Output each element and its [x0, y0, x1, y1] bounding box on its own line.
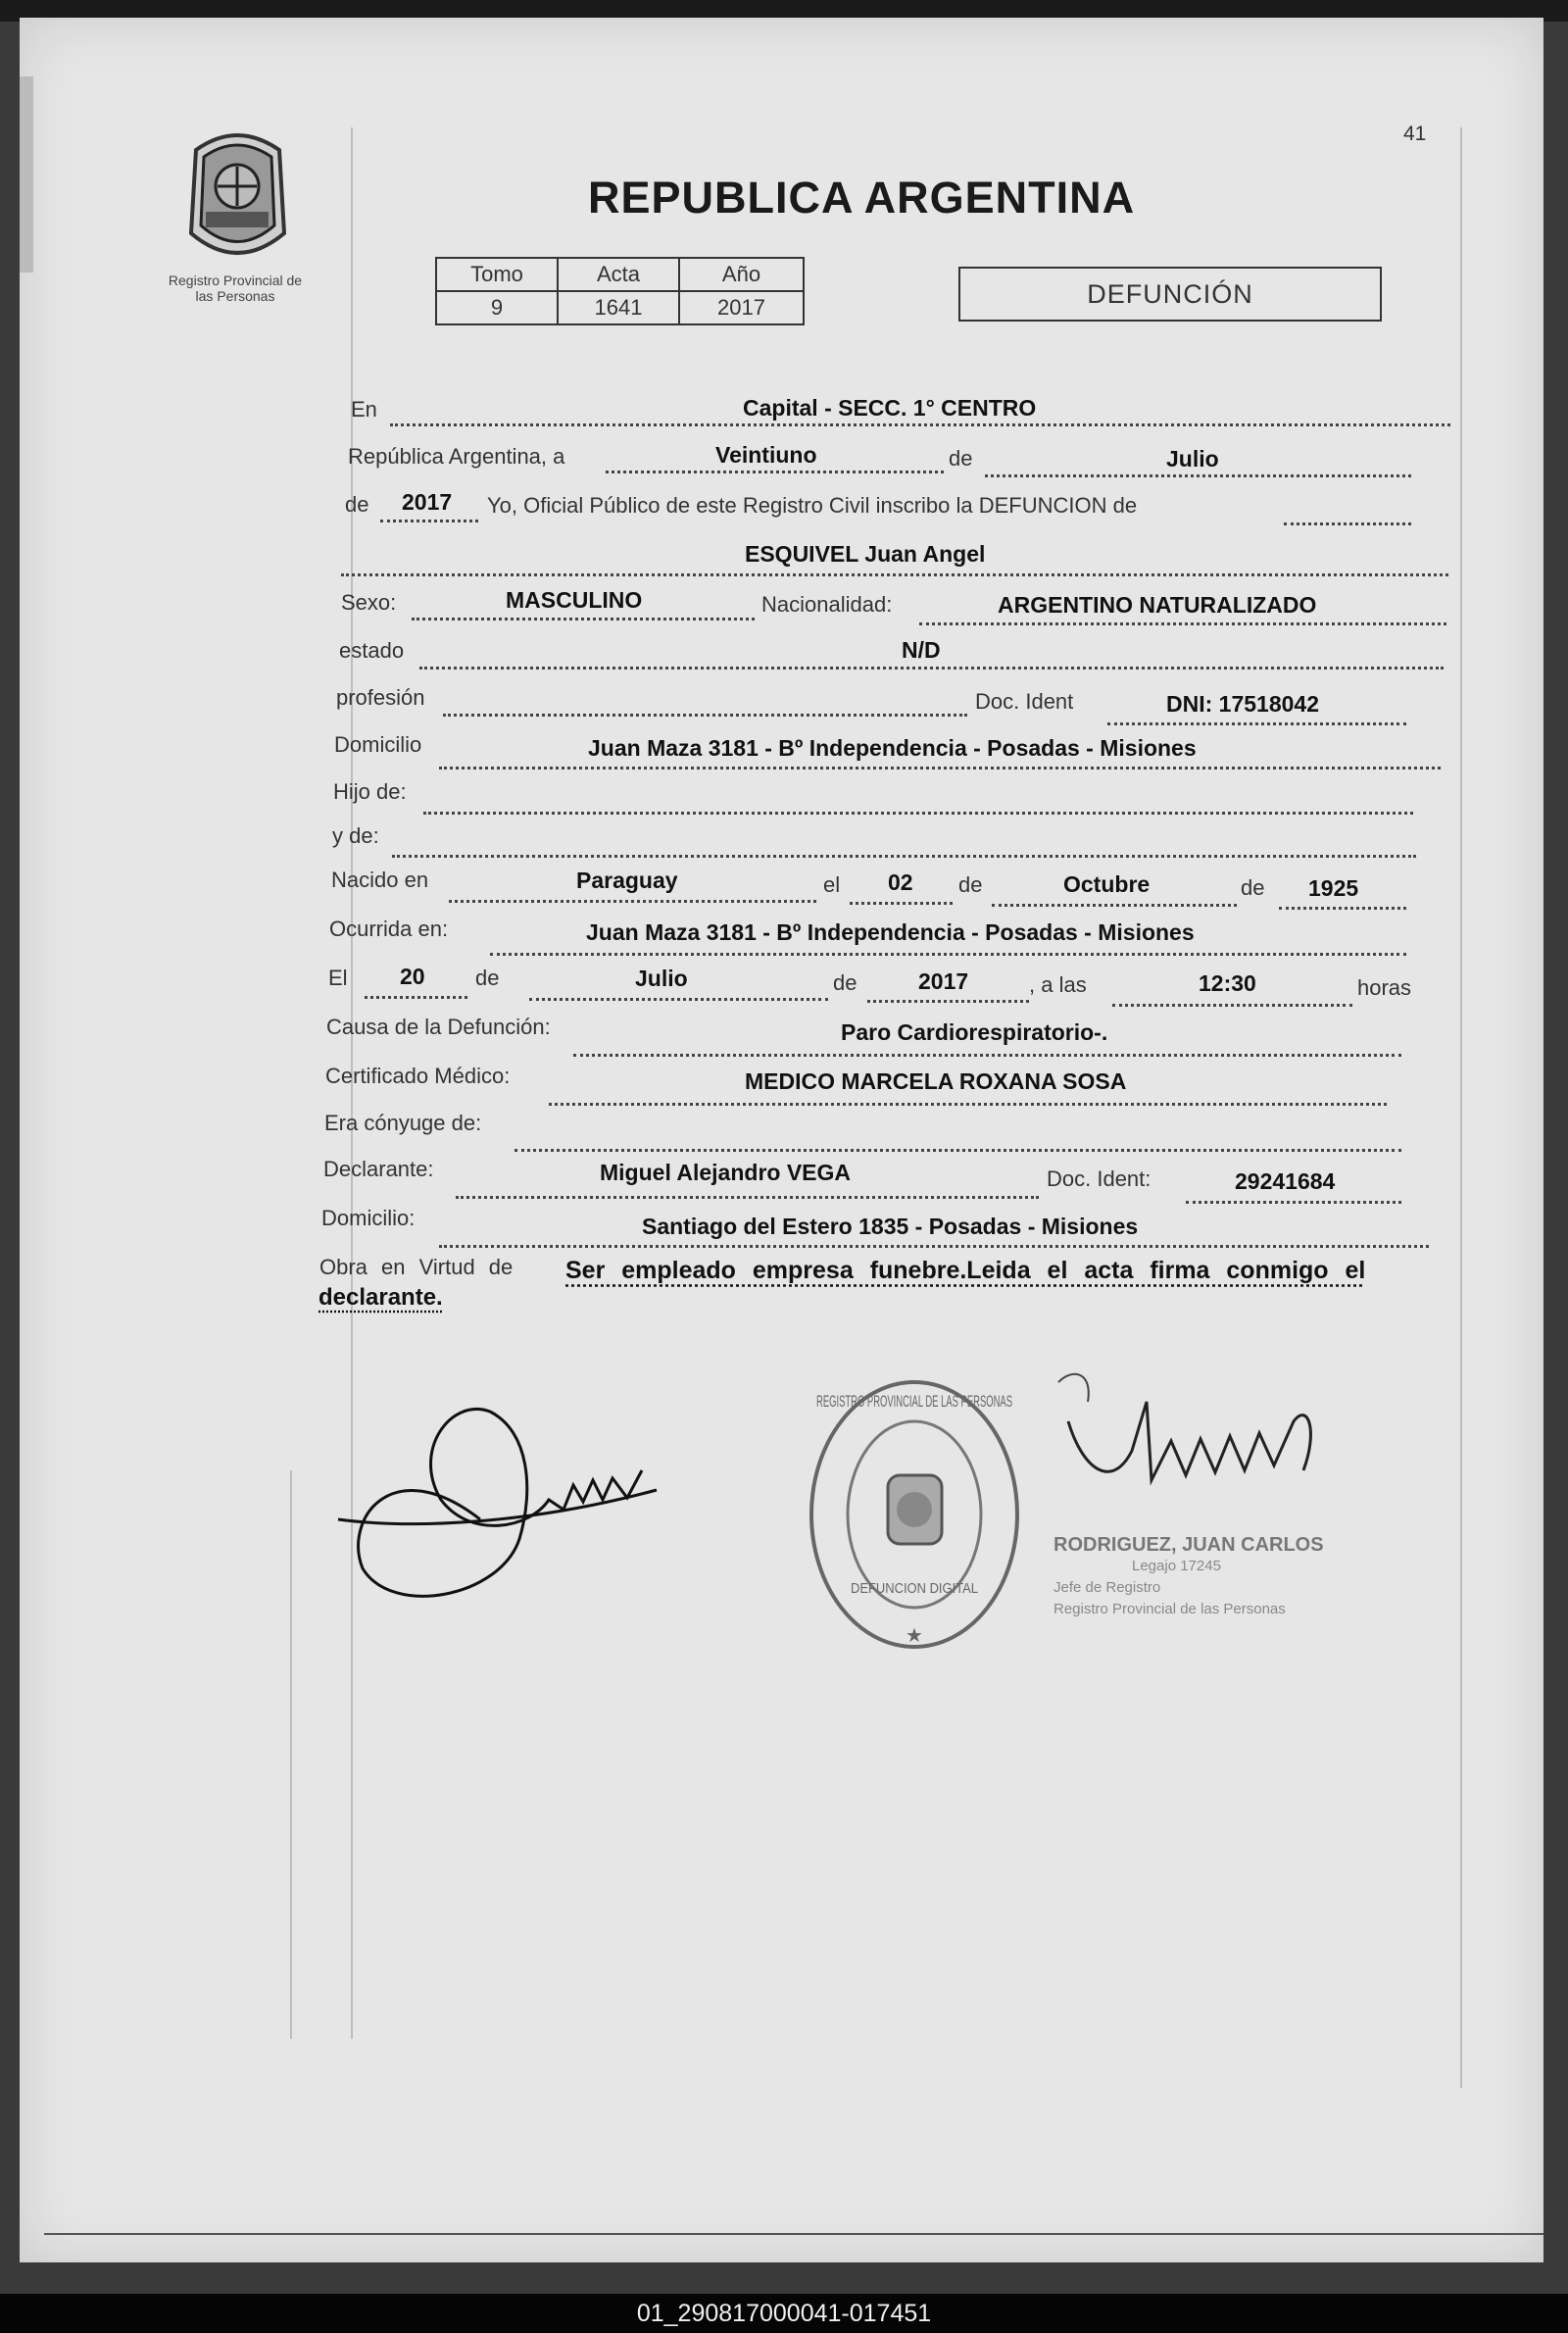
declarante-doc-line — [1186, 1201, 1401, 1204]
nacionalidad-label: Nacionalidad: — [761, 592, 893, 617]
hijo-label: Hijo de: — [333, 779, 407, 804]
declarante-line — [456, 1196, 1039, 1199]
birth-day-line — [850, 902, 953, 905]
nacionalidad-line — [919, 622, 1446, 625]
el2-label: El — [328, 966, 348, 990]
declarante-doc-label: Doc. Ident: — [1047, 1166, 1152, 1191]
stamp-inner-text: DEFUNCION DIGITAL — [851, 1580, 978, 1597]
death-time-line — [1112, 1004, 1352, 1007]
declarant-signature — [333, 1392, 686, 1617]
declarante-dom-line — [439, 1245, 1429, 1248]
en-value: Capital - SECC. 1° CENTRO — [743, 395, 1037, 421]
registry-caption: Registro Provincial de las Personas — [168, 273, 303, 304]
birth-de-label: de — [958, 872, 983, 897]
left-margin-line-2 — [290, 1470, 292, 2039]
page-number: 41 — [1403, 123, 1427, 145]
domicilio-line — [439, 767, 1441, 769]
doc-ident-label: Doc. Ident — [975, 689, 1074, 714]
hijo-line — [423, 812, 1413, 815]
birth-de2-label: de — [1241, 875, 1265, 900]
yde-label: y de: — [332, 823, 379, 848]
table-header-tomo: Tomo — [436, 258, 558, 291]
document-title: REPUBLICA ARGENTINA — [588, 173, 1136, 223]
ocurrida-label: Ocurrida en: — [329, 917, 449, 941]
table-value-acta: 1641 — [558, 291, 679, 324]
birth-day: 02 — [888, 869, 913, 895]
official-stamp-text — [1054, 1534, 1324, 1620]
official-legajo: Legajo 17245 — [1132, 1558, 1221, 1574]
de-year-label: de — [345, 492, 369, 517]
en-label: En — [351, 397, 377, 422]
death-year-line — [867, 1000, 1029, 1003]
declarante-label: Declarante: — [323, 1157, 434, 1181]
republica-label: República Argentina, a — [348, 444, 565, 469]
certificado-value: MEDICO MARCELA ROXANA SOSA — [745, 1068, 1127, 1094]
province-seal-icon — [176, 125, 299, 273]
yde-line — [392, 855, 1416, 858]
birth-year-line — [1279, 907, 1406, 910]
nacido-value: Paraguay — [576, 868, 678, 893]
death-month: Julio — [635, 966, 688, 991]
table-header-row — [436, 258, 804, 291]
record-reference-table — [435, 257, 805, 325]
birth-month: Octubre — [1063, 871, 1151, 897]
domicilio-value: Juan Maza 3181 - Bº Independencia - Posadas - Misiones — [588, 735, 1197, 761]
nacido-label: Nacido en — [331, 868, 429, 892]
ocurrida-value: Juan Maza 3181 - Bº Independencia - Posadas - Misiones — [586, 919, 1195, 945]
alas-label: , a las — [1029, 972, 1087, 997]
deceased-name: ESQUIVEL Juan Angel — [745, 541, 986, 567]
el-label: el — [823, 872, 841, 897]
death-time: 12:30 — [1199, 970, 1256, 996]
official-role-1: Jefe de Registro — [1054, 1579, 1161, 1596]
domicilio-label: Domicilio — [334, 732, 422, 757]
month-line — [985, 474, 1411, 477]
death-de2-label: de — [833, 970, 858, 995]
registry-logo — [157, 125, 314, 304]
table-value-anio: 2017 — [679, 291, 804, 324]
de-label: de — [949, 446, 973, 471]
doc-ident-value: DNI: 17518042 — [1166, 691, 1319, 717]
yo-text: Yo, Oficial Público de este Registro Civil inscribo la DEFUNCION de — [487, 493, 1138, 518]
horas-label: horas — [1357, 975, 1412, 1000]
sexo-line — [412, 618, 755, 620]
year-value: 2017 — [402, 489, 453, 515]
estado-value: N/D — [902, 637, 941, 663]
table-header-anio: Año — [679, 258, 804, 291]
death-day-line — [365, 996, 467, 999]
table-header-acta: Acta — [558, 258, 679, 291]
day-line — [606, 471, 944, 473]
certificado-label: Certificado Médico: — [325, 1064, 511, 1088]
obra-label: Obra en Virtud de — [319, 1255, 514, 1279]
causa-value: Paro Cardiorespiratorio-. — [841, 1019, 1108, 1045]
month-value: Julio — [1166, 446, 1219, 472]
en-line — [390, 423, 1450, 426]
certificado-line — [549, 1103, 1387, 1106]
name-line — [341, 573, 1448, 576]
death-month-line — [529, 998, 828, 1001]
declarante-value: Miguel Alejandro VEGA — [600, 1160, 852, 1185]
obra-value-2: declarante. — [318, 1284, 443, 1311]
death-de-label: de — [475, 966, 500, 990]
conyuge-line — [514, 1149, 1401, 1152]
nacido-line — [449, 900, 816, 903]
declarante-dom-value: Santiago del Estero 1835 - Posadas - Misiones — [642, 1214, 1139, 1239]
sexo-value: MASCULINO — [506, 587, 643, 613]
birth-month-line — [992, 904, 1237, 907]
official-name: RODRIGUEZ, JUAN CARLOS — [1054, 1534, 1324, 1556]
ocurrida-line — [490, 953, 1406, 956]
right-margin-line — [1460, 127, 1462, 2088]
declarante-dom-label: Domicilio: — [321, 1206, 416, 1230]
conyuge-label: Era cónyuge de: — [324, 1111, 482, 1135]
estado-label: estado — [339, 638, 405, 663]
declarante-doc-value: 29241684 — [1235, 1168, 1336, 1194]
yo-line — [1284, 522, 1411, 525]
table-value-row — [436, 291, 804, 324]
stamp-outer-text: REGISTRO PROVINCIAL DE LAS PERSONAS — [816, 1392, 1012, 1411]
registry-stamp — [802, 1367, 1027, 1662]
certificate-page — [20, 18, 1544, 2262]
record-type-box: DEFUNCIÓN — [958, 267, 1382, 322]
estado-line — [419, 667, 1444, 670]
causa-label: Causa de la Defunción: — [326, 1015, 551, 1039]
official-role-2: Registro Provincial de las Personas — [1054, 1601, 1286, 1617]
day-value: Veintiuno — [715, 442, 817, 468]
bottom-rule — [44, 2233, 1544, 2235]
causa-line — [573, 1054, 1401, 1057]
stamp-star: ★ — [906, 1623, 923, 1647]
profesion-label: profesión — [336, 685, 425, 710]
nacionalidad-value: ARGENTINO NATURALIZADO — [998, 592, 1317, 618]
scan-id-footer: 01_290817000041-017451 — [0, 2294, 1568, 2333]
birth-year: 1925 — [1308, 875, 1359, 901]
table-value-tomo: 9 — [436, 291, 558, 324]
official-signature — [1054, 1363, 1367, 1529]
profesion-line — [443, 714, 967, 717]
doc-ident-line — [1107, 722, 1406, 725]
obra-value: Ser empleado empresa funebre.Leida el acta firma conmigo el — [565, 1257, 1366, 1284]
year-line — [380, 520, 478, 522]
sexo-label: Sexo: — [341, 590, 397, 615]
death-year: 2017 — [918, 968, 969, 994]
scan-shadow — [20, 76, 33, 273]
death-day: 20 — [400, 964, 425, 989]
